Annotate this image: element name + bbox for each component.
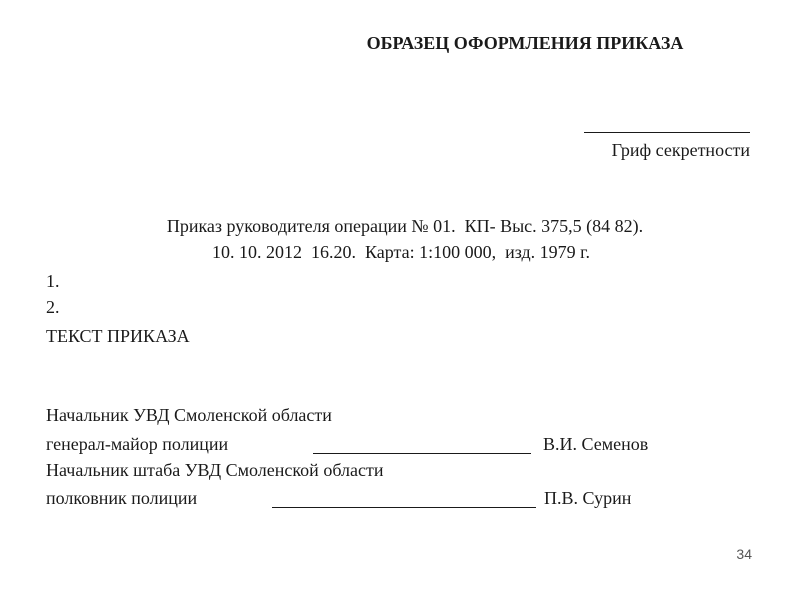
signatory-2-position: Начальник штаба УВД Смоленской области [46, 460, 384, 480]
order-item-2: 2. [46, 297, 60, 317]
signatory-2-name: П.В. Сурин [544, 488, 632, 508]
signatory-2-signature-line [272, 488, 536, 508]
page-number: 34 [736, 546, 752, 562]
secrecy-signature-line [584, 120, 750, 133]
order-header-line-2-text: 10. 10. 2012 16.20. Карта: 1:100 000, изд. 1979 г. [211, 242, 591, 262]
order-text: ТЕКСТ ПРИКАЗА [46, 326, 190, 346]
secrecy-label: Гриф секретности [611, 140, 750, 160]
signatory-2-rank: полковник полиции [46, 488, 198, 508]
order-header-line-1-text: Приказ руководителя операции № 01. КП- Выс. 375,5 (84 82). [166, 216, 644, 236]
document-title: ОБРАЗЕЦ ОФОРМЛЕНИЯ ПРИКАЗА [366, 33, 684, 53]
signatory-1-signature-line [313, 434, 531, 454]
signatory-1-name: В.И. Семенов [543, 434, 649, 454]
signatory-1-position: Начальник УВД Смоленской области [46, 405, 332, 425]
order-item-1: 1. [46, 271, 60, 291]
order-header-line-2 [0, 219, 800, 285]
signatory-1-rank: генерал-майор полиции [46, 434, 229, 454]
